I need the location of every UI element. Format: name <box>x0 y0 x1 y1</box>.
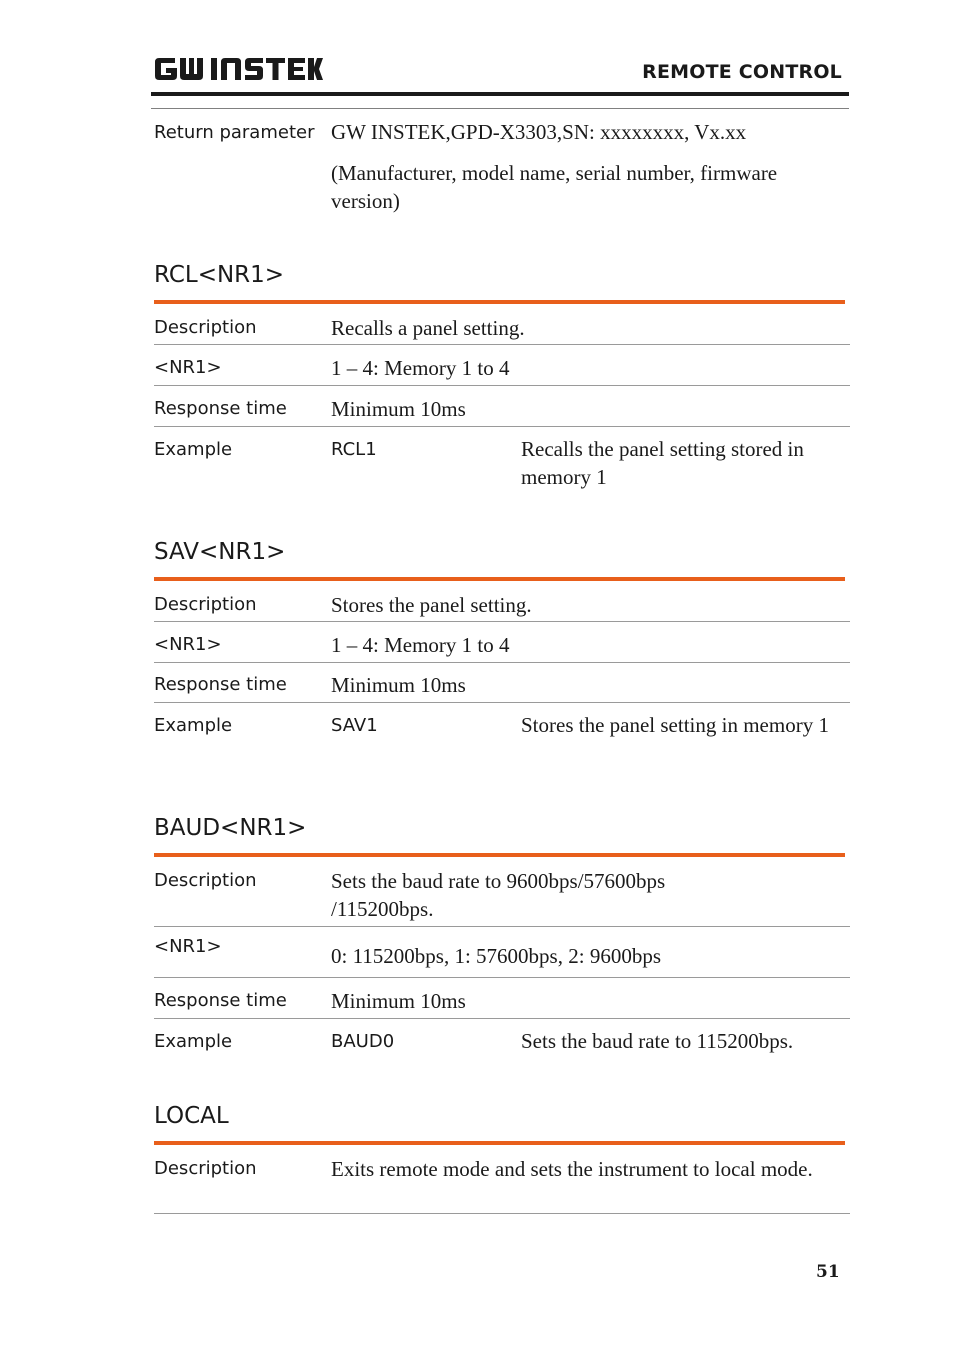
section-label: REMOTE CONTROL <box>642 61 842 83</box>
local-accent-bar <box>154 1141 845 1145</box>
baud-example-description: Sets the baud rate to 115200bps. <box>521 1029 794 1053</box>
sav-title: SAV<NR1> <box>154 539 286 565</box>
sav-nr1-label: <NR1> <box>154 634 222 655</box>
local-description-label: Description <box>154 1158 257 1179</box>
sav-nr1-row <box>154 622 850 663</box>
sav-example-row <box>154 703 850 773</box>
rcl-example-row <box>154 427 850 497</box>
rcl-nr1-value: 1 – 4: Memory 1 to 4 <box>331 356 510 380</box>
rcl-nr1-label: <NR1> <box>154 357 222 378</box>
baud-response-row <box>154 978 850 1019</box>
baud-example-row <box>154 1019 850 1069</box>
baud-description-label: Description <box>154 870 257 891</box>
sav-description-label: Description <box>154 594 257 615</box>
baud-accent-bar <box>154 853 845 857</box>
baud-example-command: BAUD0 <box>331 1031 395 1052</box>
gw-instek-logo <box>153 54 323 84</box>
sav-response-row <box>154 663 850 703</box>
return-parameter-label: Return parameter <box>154 122 315 143</box>
rcl-response-row <box>154 386 850 427</box>
sav-nr1-value: 1 – 4: Memory 1 to 4 <box>331 633 510 657</box>
baud-nr1-label: <NR1> <box>154 936 222 957</box>
local-description-value: Exits remote mode and sets the instrument to local mode. <box>331 1157 813 1181</box>
return-parameter-value: GW INSTEK,GPD-X3303,SN: xxxxxxxx, Vx.xx <box>331 120 747 144</box>
rcl-description-value: Recalls a panel setting. <box>331 316 525 340</box>
baud-description-row <box>154 858 850 927</box>
header-rule <box>151 92 849 96</box>
baud-response-value: Minimum 10ms <box>331 989 466 1013</box>
rcl-nr1-row <box>154 345 850 386</box>
page-number: 51 <box>816 1262 840 1282</box>
baud-nr1-value: 0: 115200bps, 1: 57600bps, 2: 9600bps <box>331 944 661 968</box>
rcl-response-value: Minimum 10ms <box>331 397 466 421</box>
sav-example-label: Example <box>154 715 233 736</box>
gw-instek-logo-icon <box>153 54 323 84</box>
rcl-accent-bar <box>154 300 845 304</box>
rcl-example-description: Recalls the panel setting stored in memory 1 <box>521 437 804 489</box>
baud-nr1-row <box>154 927 850 978</box>
header-rule-thin <box>151 108 849 109</box>
baud-response-label: Response time <box>154 990 287 1011</box>
rcl-example-command: RCL1 <box>331 439 377 460</box>
sav-description-row <box>154 582 850 622</box>
local-title: LOCAL <box>154 1103 229 1129</box>
rcl-title: RCL<NR1> <box>154 262 285 288</box>
sav-example-command: SAV1 <box>331 715 378 736</box>
rcl-response-label: Response time <box>154 398 287 419</box>
baud-description-value: Sets the baud rate to 9600bps/57600bps /115200bps. <box>331 869 666 921</box>
rcl-description-row <box>154 305 850 345</box>
rcl-description-label: Description <box>154 317 257 338</box>
baud-title: BAUD<NR1> <box>154 815 307 841</box>
sav-description-value: Stores the panel setting. <box>331 593 532 617</box>
rcl-example-label: Example <box>154 439 233 460</box>
sav-response-value: Minimum 10ms <box>331 673 466 697</box>
return-parameter-note: (Manufacturer, model name, serial number, firmware version) <box>331 161 778 213</box>
sav-example-description: Stores the panel setting in memory 1 <box>521 713 829 737</box>
local-description-row <box>154 1146 850 1214</box>
baud-example-label: Example <box>154 1031 233 1052</box>
sav-accent-bar <box>154 577 845 581</box>
sav-response-label: Response time <box>154 674 287 695</box>
